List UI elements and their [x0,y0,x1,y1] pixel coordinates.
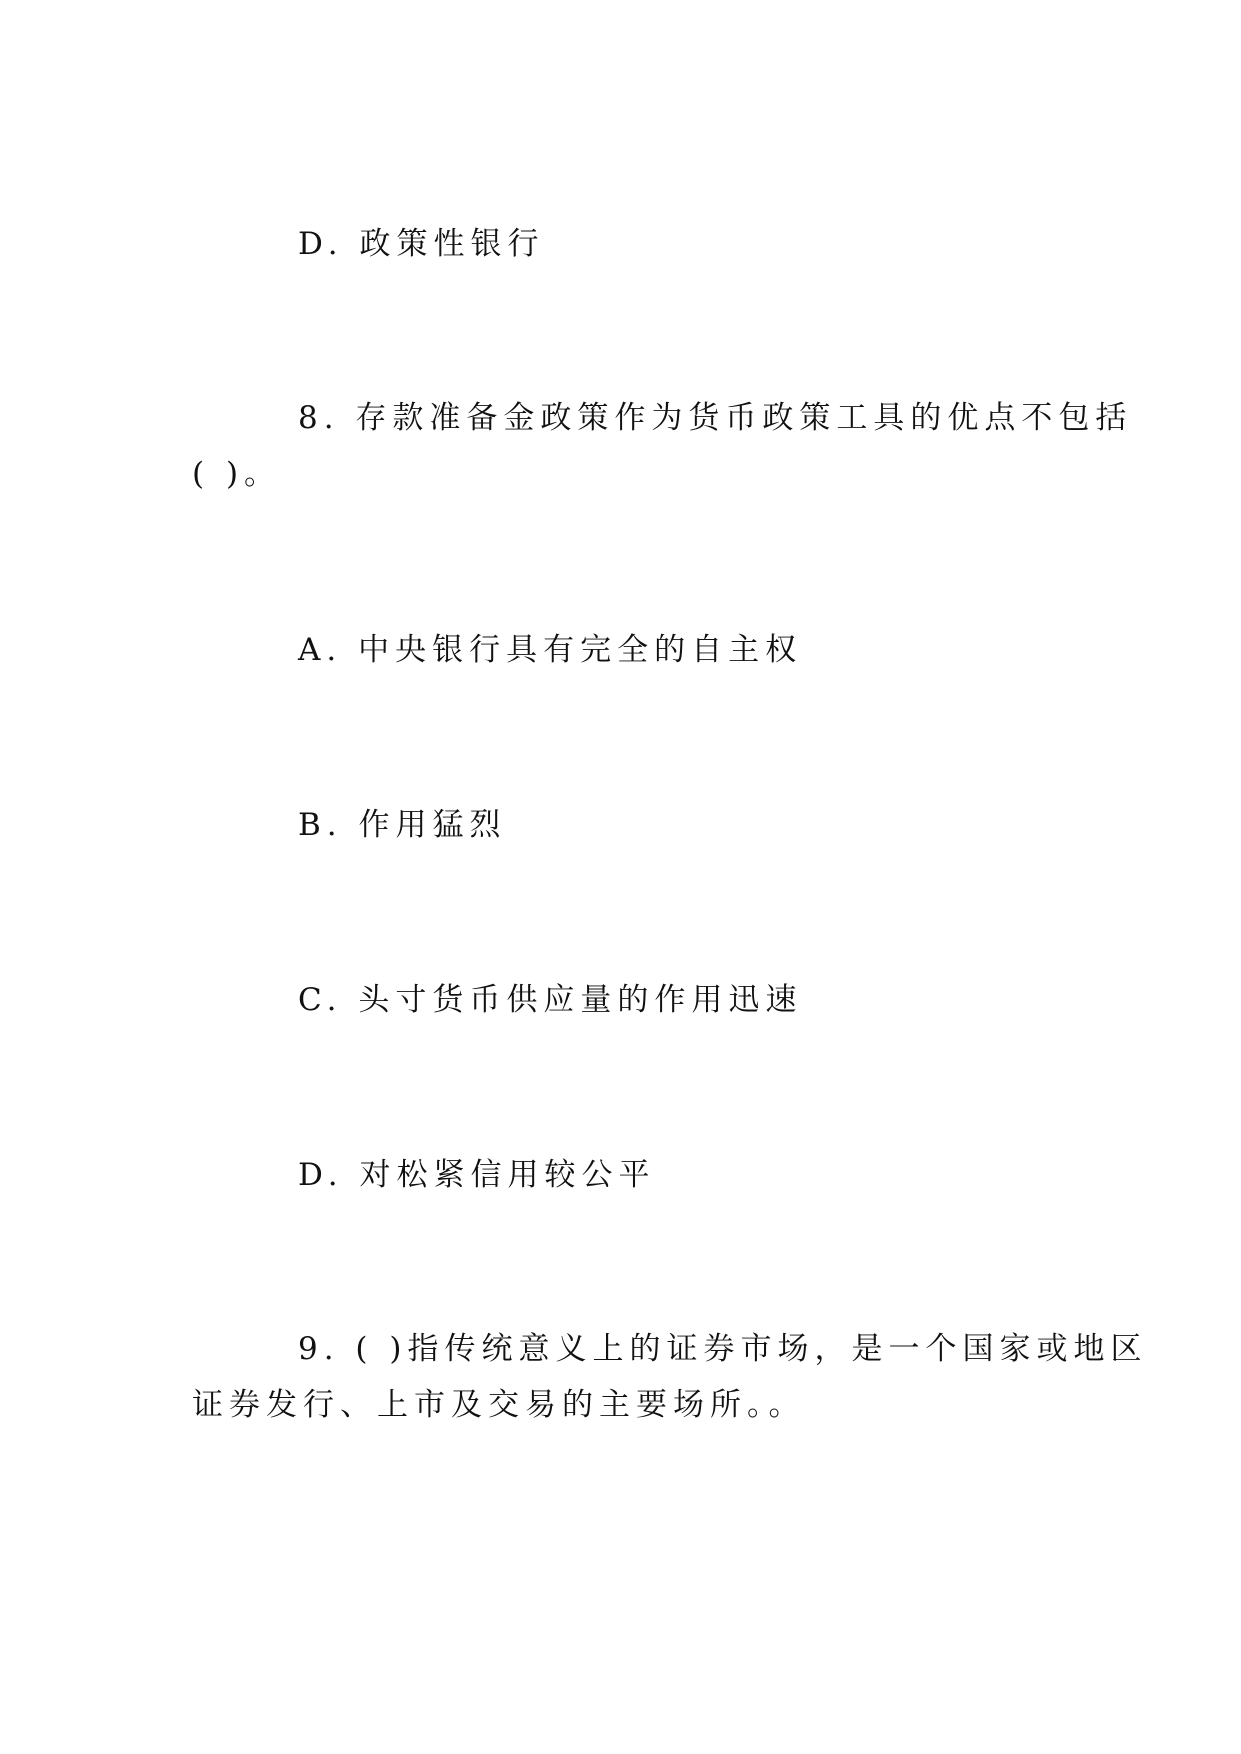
question-8-option-d: D. 对松紧信用较公平 [298,1157,656,1193]
question-8-option-c: C. 头寸货币供应量的作用迅速 [298,982,803,1018]
question-8-option-a: A. 中央银行具有完全的自主权 [298,632,803,668]
prev-question-option-d: D. 政策性银行 [298,226,545,262]
question-9-stem-line-1: 9. ( )指传统意义上的证券市场，是一个国家或地区 [298,1331,1148,1367]
question-8-stem-line-2: ( )。 [192,456,282,492]
question-8-stem-line-1: 8. 存款准备金政策作为货币政策工具的优点不包括 [298,400,1133,436]
question-9-stem-line-2: 证券发行、上市及交易的主要场所。。 [192,1387,806,1423]
question-8-option-b: B. 作用猛烈 [298,807,507,843]
